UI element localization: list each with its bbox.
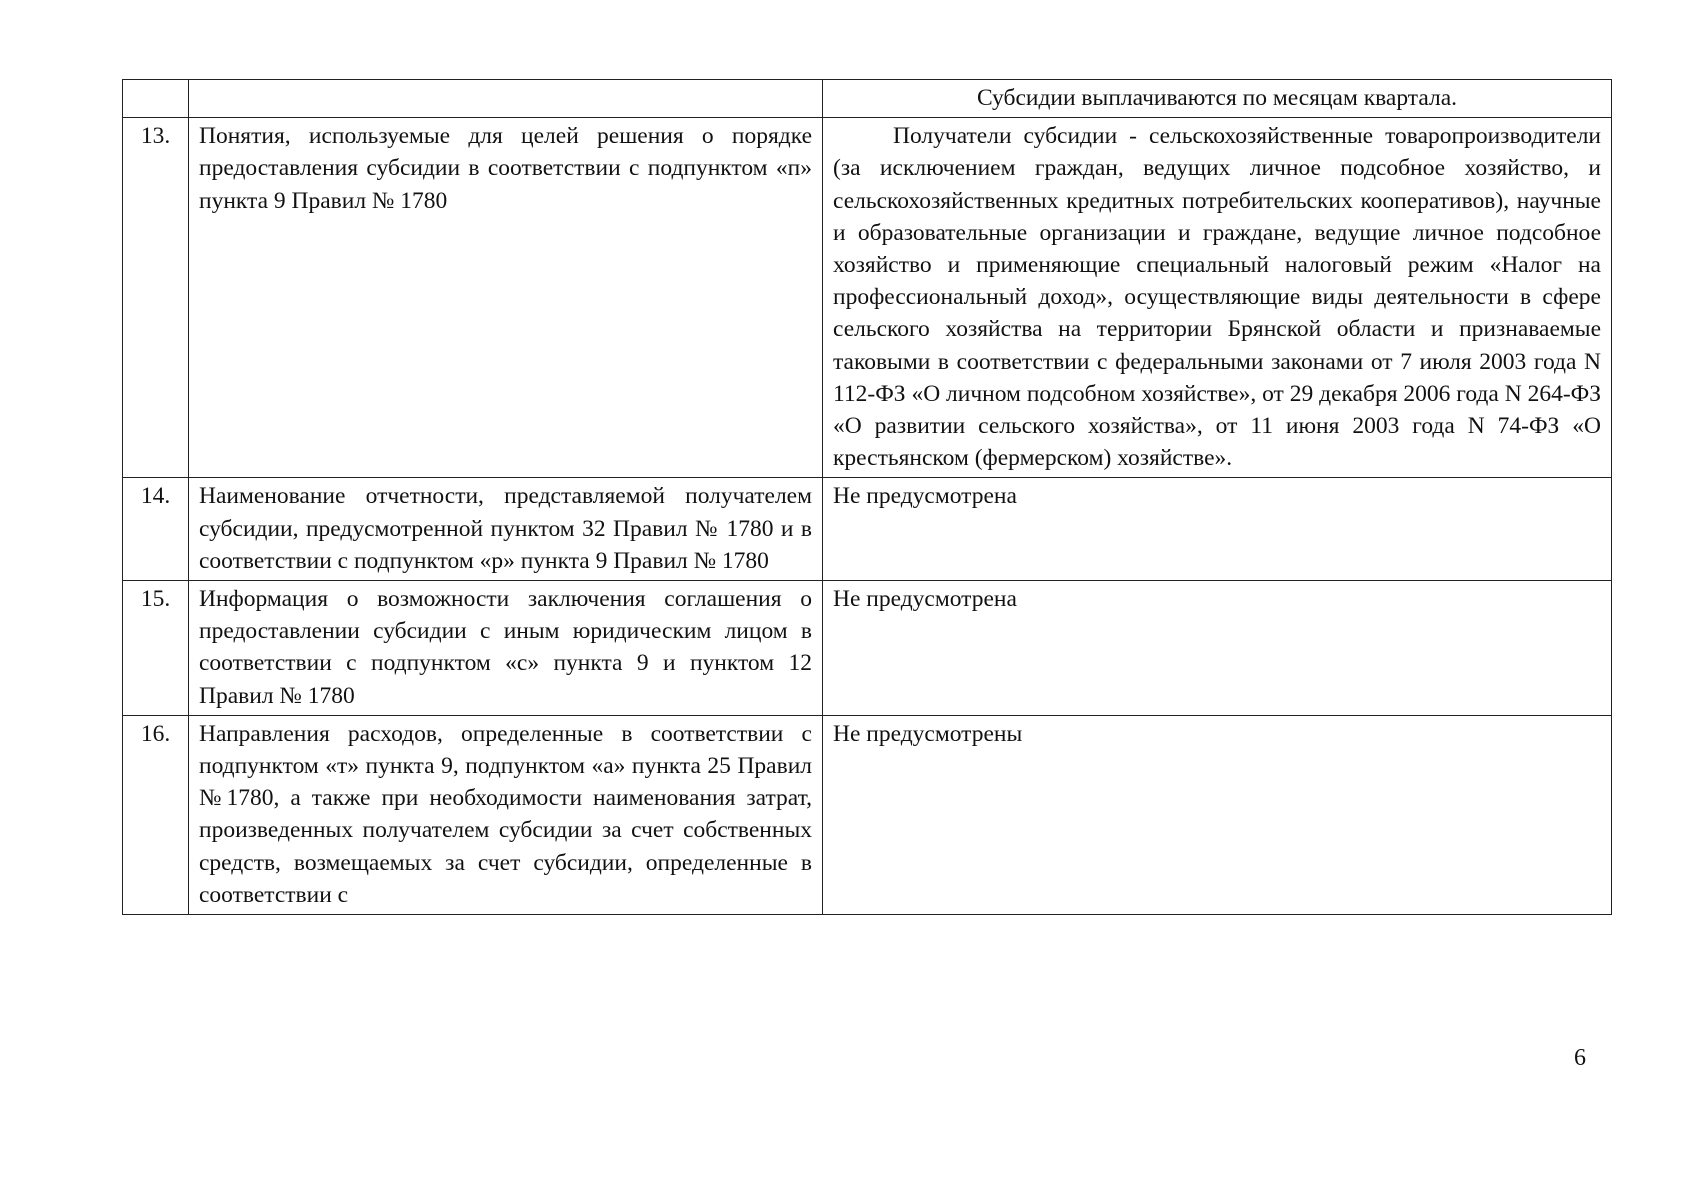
row-label: Информация о возможности заключения соглашения о предоставлении субсидии с иным юридическим лицом в соответствии с подпунктом «с» пункта 9 и пунктом 12 Правил № 1780 <box>189 581 823 716</box>
row-label <box>189 80 823 118</box>
row-value-text: Получатели субсидии - сельскохозяйственные товаропроизводители (за исключением граждан, ведущих личное подсобное хозяйство, и сельскохозяйственных кредитных потребительских кооперативов), научные и образовательные организации и граждане, ведущие личное подсобное хозяйство и применяющие специальный налоговый режим «Налог на профессиональный доход», осуществляющие виды деятельности в сфере сельского хозяйства на территории Брянской области и признаваемые таковыми в соответствии с федеральными законами от 7 июля 2003 года N 112-ФЗ «О личном подсобном хозяйстве», от 29 декабря 2006 года N 264-ФЗ «О развитии сельского хозяйства», от 11 июня 2003 года N 74-ФЗ «О крестьянском (фермерском) хозяйстве». <box>833 123 1601 472</box>
row-label: Наименование отчетности, представляемой получателем субсидии, предусмотренной пунктом 32 Правил № 1780 и в соответствии с подпунктом «р» пункта 9 Правил № 1780 <box>189 478 823 581</box>
table-row-continuation <box>123 80 1612 118</box>
row-number <box>123 80 189 118</box>
row-number: 15. <box>123 581 189 716</box>
table-row-14 <box>123 478 1612 581</box>
row-number: 13. <box>123 118 189 478</box>
row-value: Субсидии выплачиваются по месяцам квартала. <box>823 80 1612 118</box>
document-table <box>122 79 1612 915</box>
page-number: 6 <box>1574 1045 1586 1071</box>
row-value: Не предусмотрена <box>823 581 1612 716</box>
row-label: Направления расходов, определенные в соответствии с подпунктом «т» пункта 9, подпунктом «а» пункта 25 Правил №1780, а также при необходимости наименования затрат, произведенных получателем субсидии за счет собственных средств, возмещаемых за счет субсидии, определенные в соответствии с <box>189 715 823 914</box>
table-row-13 <box>123 118 1612 478</box>
row-number: 14. <box>123 478 189 581</box>
row-label: Понятия, используемые для целей решения о порядке предоставления субсидии в соответствии с подпунктом «п» пункта 9 Правил № 1780 <box>189 118 823 478</box>
table-row-16 <box>123 715 1612 914</box>
table-row-15 <box>123 581 1612 716</box>
row-number: 16. <box>123 715 189 914</box>
row-value: Не предусмотрена <box>823 478 1612 581</box>
row-value: Не предусмотрены <box>823 715 1612 914</box>
row-value <box>823 118 1612 478</box>
